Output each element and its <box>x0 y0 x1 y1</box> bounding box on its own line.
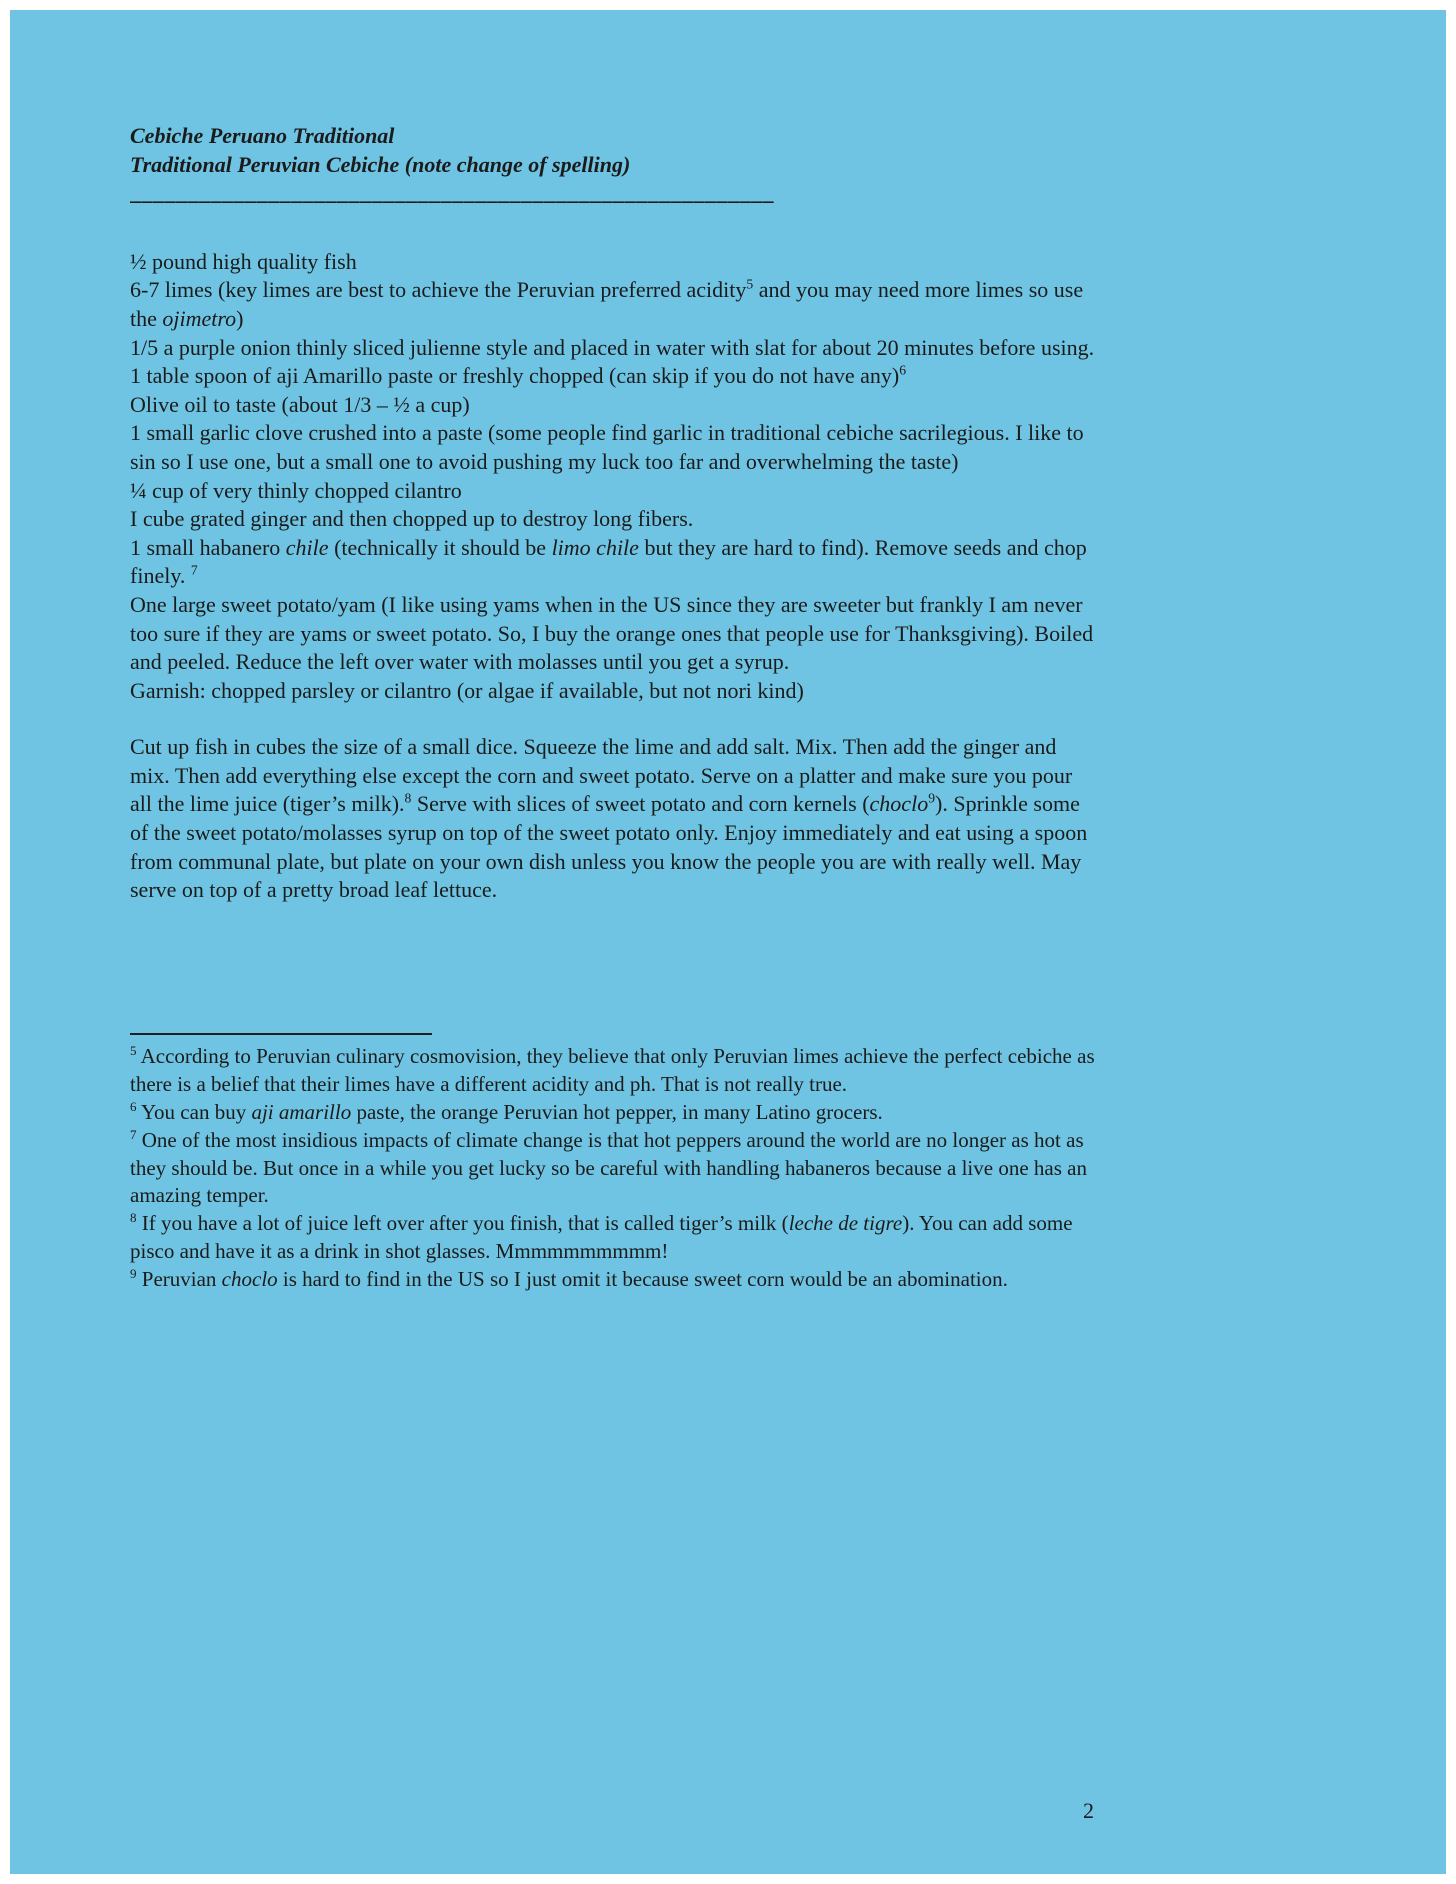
ingredient-paragraph: 1 small garlic clove crushed into a paste (some people find garlic in traditional cebiche sacrilegious. I like to sin so I use one, but a small one to avoid pushing my luck too far and overwhelming the taste) <box>130 420 1084 474</box>
ingredient-paragraph: One large sweet potato/yam (I like using yams when in the US since they are sweeter but frankly I am never too sure if they are yams or sweet potato. So, I buy the orange ones that people use for Thanksgiving). Boiled and peeled. Reduce the left over water with molasses until you get a syrup. <box>130 591 1094 675</box>
ingredient-paragraph: 6-7 limes (key limes are best to achieve the Peruvian preferred acidity$^5$ and you may need more limes so use the ojimetro) <box>130 277 1084 331</box>
document-subtitle: Traditional Peruvian Cebiche (note change of spelling) <box>130 151 631 177</box>
footnote-separator <box>130 1033 432 1035</box>
ingredient-paragraph: ¼ cup of very thinly chopped cilantro <box>130 477 462 503</box>
ingredient-paragraph: Garnish: chopped parsley or cilantro (or algae if available, but not nori kind) <box>130 677 804 703</box>
ingredient-paragraph: Olive oil to taste (about 1/3 – ½ a cup) <box>130 391 470 417</box>
footnote-paragraph: $^8$ If you have a lot of juice left over after you finish, that is called tiger’s milk (leche de tigre). You can add some pisco and have it as a drink in shot glasses. Mmmmmmmmmm! <box>130 1210 1073 1264</box>
page-content <box>10 10 1446 1874</box>
title-rule: ________________________________________________________ <box>130 180 774 206</box>
ingredient-paragraph: 1/5 a purple onion thinly sliced julienne style and placed in water with slat for about 20 minutes before using. <box>130 334 1095 360</box>
footnote-paragraph: $^5$ According to Peruvian culinary cosmovision, they believe that only Peruvian limes achieve the perfect cebiche as there is a belief that their limes have a different acidity and ph. That is not really true. <box>130 1042 1095 1096</box>
document-page <box>10 10 1446 1874</box>
ingredient-paragraph: 1 small habanero chile (technically it should be limo chile but they are hard to find). Remove seeds and chop finely. $^7$ <box>130 534 1087 589</box>
page-number: 2 <box>1083 1798 1094 1824</box>
ingredient-paragraph: I cube grated ginger and then chopped up to destroy long fibers. <box>130 506 694 532</box>
footnote-paragraph: $^6$ You can buy aji amarillo paste, the orange Peruvian hot pepper, in many Latino grocers. <box>130 1098 883 1124</box>
instructions-paragraph: Cut up fish in cubes the size of a small dice. Squeeze the lime and add salt. Mix. Then add the ginger and mix. Then add everything else except the corn and sweet potato. Serve on a platter and make sure you pour all the lime juice (tiger’s milk).$^8$ Serve with slices of sweet potato and corn kernels (choclo$^9$). Sprinkle some of the sweet potato/molasses syrup on top of the sweet potato only. Enjoy immediately and eat using a spoon from communal plate, but plate on your own dish unless you know the people you are with really well. May serve on top of a pretty broad leaf lettuce. <box>130 734 1088 903</box>
ingredient-paragraph: ½ pound high quality fish <box>130 248 357 274</box>
ingredient-paragraph: 1 table spoon of aji Amarillo paste or freshly chopped (can skip if you do not have any)$^6$ <box>130 362 907 389</box>
footnote-paragraph: $^7$ One of the most insidious impacts of climate change is that hot peppers around the world are no longer as hot as they should be. But once in a while you get lucky so be careful with handling habaneros because a live one has an amazing temper. <box>130 1126 1087 1208</box>
footnote-list <box>130 1043 1098 1294</box>
footnote-paragraph: $^9$ Peruvian choclo is hard to find in the US so I just omit it because sweet corn would be an abomination. <box>130 1266 1008 1292</box>
document-title: Cebiche Peruano Traditional <box>130 123 395 148</box>
title-block <box>130 122 1098 208</box>
ingredient-list <box>130 248 1098 706</box>
